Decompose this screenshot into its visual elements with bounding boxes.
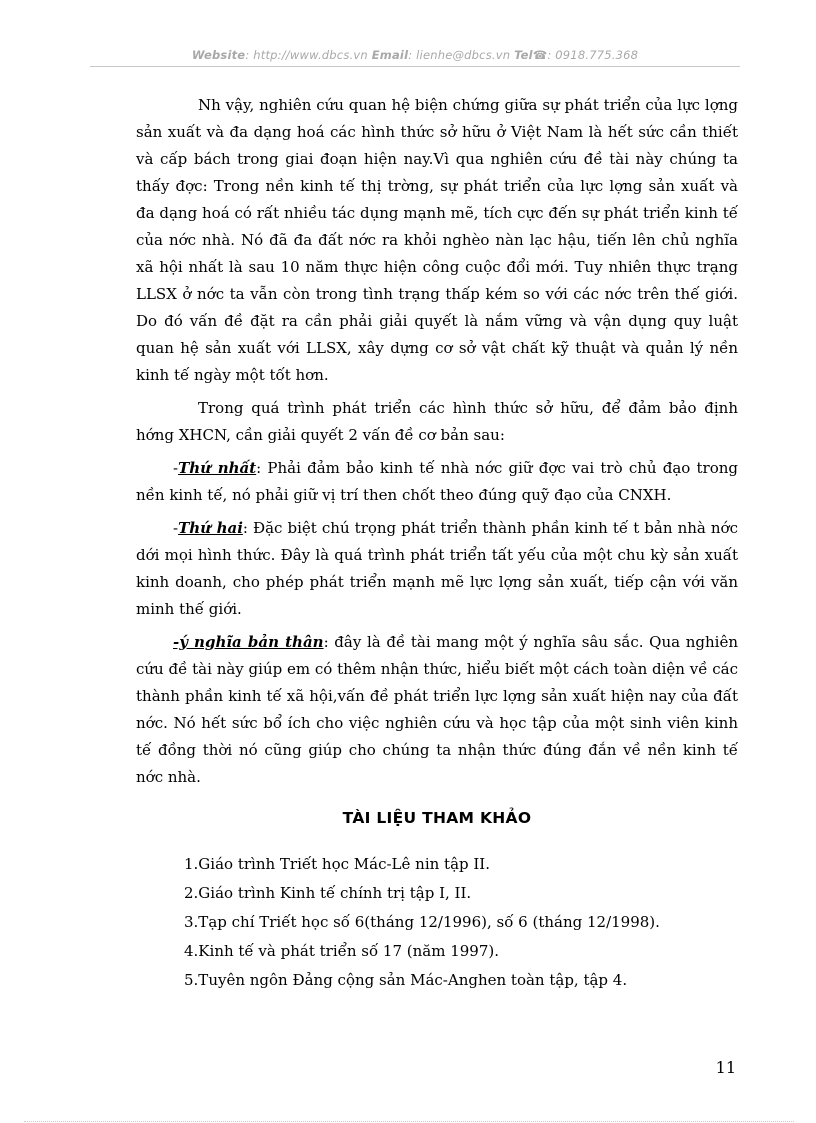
tel-label: Tel (514, 48, 533, 62)
website-value: : http://www.dbcs.vn (245, 48, 368, 62)
personal-meaning-term: -ý nghĩa bản thân (173, 633, 324, 651)
reference-item: 4.Kinh tế và phát triển số 17 (năm 1997). (184, 942, 500, 960)
header-divider (90, 66, 740, 67)
document-body (136, 92, 738, 832)
page-number: 11 (715, 1058, 736, 1077)
reference-item: 5.Tuyên ngôn Đảng cộng sản Mác-Anghen toàn tập, tập 4. (184, 971, 628, 989)
references-title: TÀI LIỆU THAM KHẢO (342, 809, 532, 827)
website-label: Website (191, 48, 246, 62)
second-issue-text: : Đặc biệt chú trọng phát triển thành phần kinh tế t bản nhà nớc dới mọi hình thức. Đây là quá trình phát triển tất yếu của một chu kỳ sản xuất kinh doanh, cho phép phát triển mạnh mẽ lực lợng sản xuất, tiếp cận với văn minh thế giới. (136, 519, 738, 618)
references-list (184, 850, 744, 995)
email-label: Email (371, 48, 409, 62)
paragraph-conclusion: Nh vậy, nghiên cứu quan hệ biện chứng giữa sự phát triển của lực lợng sản xuất và đa dạng hoá các hình thức sở hữu ở Việt Nam là hết sức cần thiết và cấp bách trong giai đoạn hiện nay.Vì qua nghiên cứu đề tài này chúng ta thấy đợc: Trong nền kinh tế thị trờng, sự phát triển của lực lợng sản xuất và đa dạng hoá có rất nhiều tác dụng mạnh mẽ, tích cực đến sự phát triển kinh tế của nớc nhà. Nó đã đa đất nớc ra khỏi nghèo nàn lạc hậu, tiến lên chủ nghĩa xã hội nhất là sau 10 năm thực hiện công cuộc đổi mới. Tuy nhiên thực trạng LLSX ở nớc ta vẫn còn trong tình trạng thấp kém so với các nớc trên thế giới. Do đó vấn đề đặt ra cần phải giải quyết là nắm vững và vận dụng quy luật quan hệ sản xuất với LLSX, xây dựng cơ sở vật chất kỹ thuật và quản lý nền kinh tế ngày một tốt hơn. (136, 96, 738, 384)
paragraph-issues-intro: Trong quá trình phát triển các hình thức sở hữu, để đảm bảo định hớng XHCN, cần giải quyết 2 vấn đề cơ bản sau: (136, 399, 738, 444)
tel-value: ☎: 0918.775.368 (532, 48, 639, 62)
first-issue-term: Thứ nhất (178, 459, 257, 477)
page-bottom-divider (24, 1121, 794, 1122)
first-issue-prefix: - (173, 459, 179, 477)
paragraph-first-issue (136, 455, 738, 509)
paragraph-personal-meaning (136, 629, 738, 791)
paragraph-second-issue (136, 515, 738, 623)
email-value: : lienhe@dbcs.vn (408, 48, 511, 62)
second-issue-prefix: - (173, 519, 179, 537)
reference-item: 3.Tạp chí Triết học số 6(tháng 12/1996), số 6 (tháng 12/1998). (184, 913, 660, 931)
personal-meaning-text: : đây là đề tài mang một ý nghĩa sâu sắc. Qua nghiên cứu đề tài này giúp em có thêm nhận thức, hiểu biết một cách toàn diện về các thành phần kinh tế xã hội,vấn đề phát triển lực lợng sản xuất hiện nay của đất nớc. Nó hết sức bổ ích cho việc nghiên cứu và học tập của một sinh viên kinh tế đồng thời nó cũng giúp cho chúng ta nhận thức đúng đắn về nền kinh tế nớc nhà. (136, 633, 739, 786)
reference-item: 2.Giáo trình Kinh tế chính trị tập I, II. (184, 884, 472, 902)
second-issue-term: Thứ hai (178, 519, 243, 537)
page-header (90, 48, 740, 62)
first-issue-text: : Phải đảm bảo kinh tế nhà nớc giữ đợc vai trò chủ đạo trong nền kinh tế, nó phải giữ vị trí then chốt theo đúng quỹ đạo của CNXH. (136, 459, 739, 504)
reference-item: 1.Giáo trình Triết học Mác-Lê nin tập II. (184, 855, 490, 873)
